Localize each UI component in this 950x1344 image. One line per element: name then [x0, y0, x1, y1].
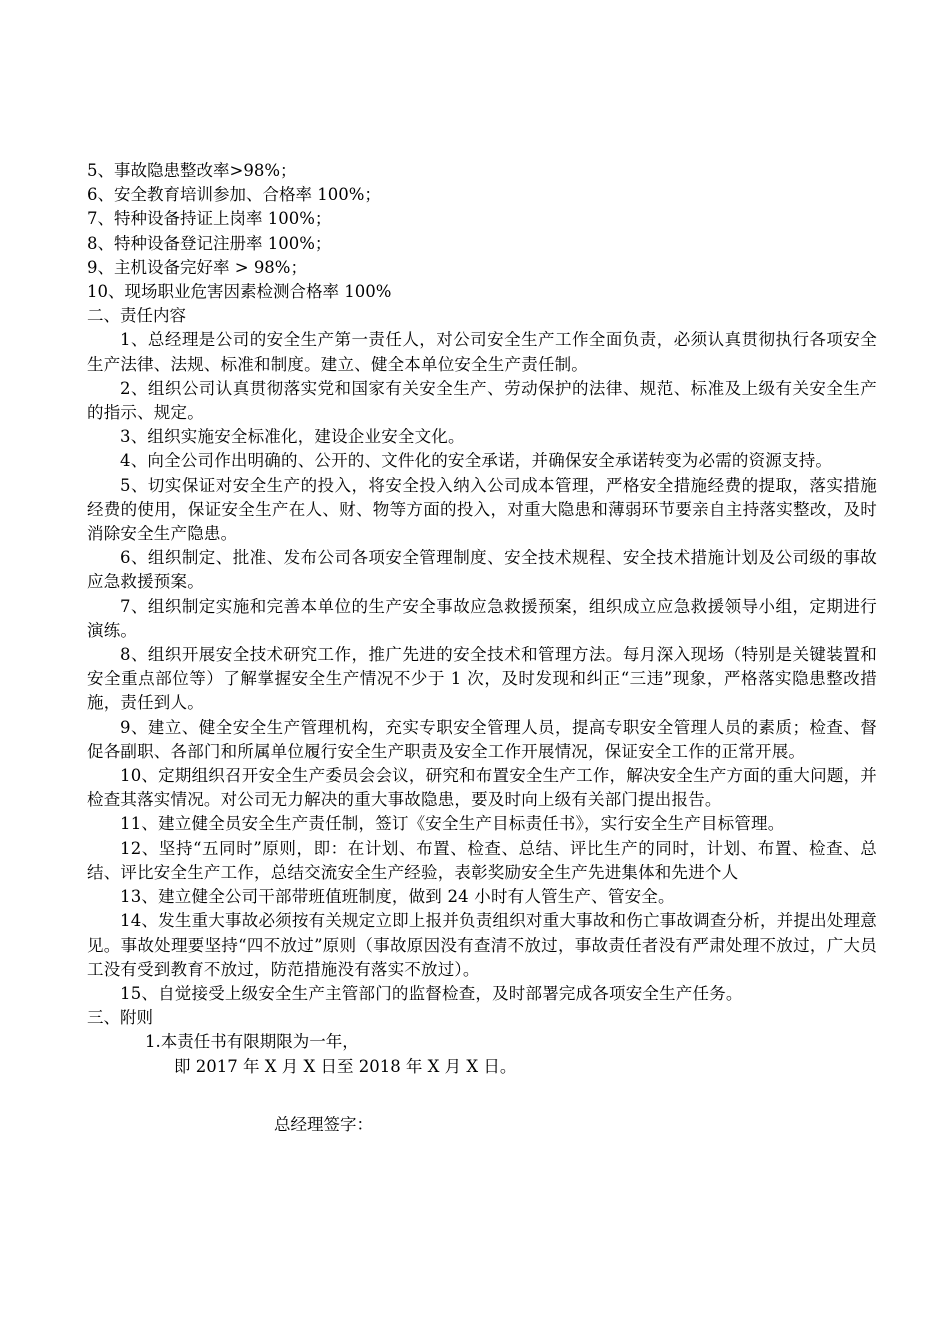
responsibility-item: 3、组织实施安全标准化，建设企业安全文化。 [120, 427, 465, 447]
responsibility-item: 4、向全公司作出明确的、公开的、文件化的安全承诺，并确保安全承诺转变为必需的资源支持。 [120, 451, 833, 471]
appendix-period: 即 2017 年 X 月 X 日至 2018 年 X 月 X 日。 [174, 1056, 517, 1076]
responsibility-item: 6、组织制定、批准、发布公司各项安全管理制度、安全技术规程、安全技术措施计划及公司级的事故应急救援预案。 [87, 548, 877, 592]
responsibility-item: 10、定期组织召开安全生产委员会会议，研究和布置安全生产工作，解决安全生产方面的重大问题，并检查其落实情况。对公司无力解决的重大事故隐患，要及时向上级有关部门提出报告。 [87, 766, 877, 810]
target-list [87, 159, 877, 304]
signature-label: 总经理签字： [274, 1114, 373, 1134]
target-item: 5、事故隐患整改率>98%； [87, 161, 297, 180]
document-body [87, 159, 877, 1137]
target-item: 10、现场职业危害因素检测合格率 100% [87, 282, 392, 302]
responsibility-item: 14、发生重大事故必须按有关规定立即上报并负责组织对重大事故和伤亡事故调查分析，并提出处理意见。事故处理要坚持“四不放过”原则（事故原因没有查清不放过，事故责任者没有严肃处理不放过，广大员工没有受到教育不放过，防范措施没有落实不放过）。 [87, 911, 877, 979]
target-item: 7、特种设备持证上岗率 100%； [87, 209, 332, 229]
responsibility-item: 12、坚持“五同时”原则，即：在计划、布置、检查、总结、评比生产的同时，计划、布置、检查、总结、评比安全生产工作，总结交流安全生产经验，表彰奖励安全生产先进集体和先进个人 [87, 838, 877, 882]
responsibility-item: 8、组织开展安全技术研究工作，推广先进的安全技术和管理方法。每月深入现场（特别是关键装置和安全重点部位等）了解掌握安全生产情况不少于 1 次，及时发现和纠正“三违”现象，严格落实隐患整改措施，责任到人。 [87, 645, 877, 713]
responsibility-item: 9、建立、健全安全生产管理机构，充实专职安全管理人员，提高专职安全管理人员的素质；检查、督促各副职、各部门和所属单位履行安全生产职责及安全工作开展情况，保证安全工作的正常开展。 [87, 717, 877, 761]
section-heading-appendix: 三、附则 [87, 1008, 153, 1028]
responsibility-item: 11、建立健全员安全生产责任制，签订《安全生产目标责任书》，实行安全生产目标管理。 [120, 814, 785, 834]
responsibility-item: 7、组织制定实施和完善本单位的生产安全事故应急救援预案，组织成立应急救援领导小组，定期进行演练。 [87, 596, 877, 640]
section-heading-responsibilities: 二、责任内容 [87, 306, 186, 326]
appendix-term: 1.本责任书有限期限为一年， [145, 1032, 359, 1052]
responsibility-item: 5、切实保证对安全生产的投入，将安全投入纳入公司成本管理，严格安全措施经费的提取，落实措施经费的使用，保证安全生产在人、财、物等方面的投入，对重大隐患和薄弱环节要亲自主持落实整改，及时消除安全生产隐患。 [87, 475, 877, 544]
responsibility-item: 1、总经理是公司的安全生产第一责任人，对公司安全生产工作全面负责，必须认真贯彻执行各项安全生产法律、法规、标准和制度。建立、健全本单位安全生产责任制。 [87, 330, 877, 374]
responsibility-list [87, 328, 877, 1006]
responsibility-item: 15、自觉接受上级安全生产主管部门的监督检查，及时部署完成各项安全生产任务。 [120, 983, 743, 1003]
responsibility-item: 13、建立健全公司干部带班值班制度，做到 24 小时有人管生产、管安全。 [120, 887, 675, 907]
responsibility-item: 2、组织公司认真贯彻落实党和国家有关安全生产、劳动保护的法律、规范、标准及上级有关安全生产的指示、规定。 [87, 378, 877, 423]
target-item: 8、特种设备登记注册率 100%； [87, 233, 332, 253]
target-item: 6、安全教育培训参加、合格率 100%； [87, 185, 381, 205]
target-item: 9、主机设备完好率 > 98%； [87, 257, 307, 277]
